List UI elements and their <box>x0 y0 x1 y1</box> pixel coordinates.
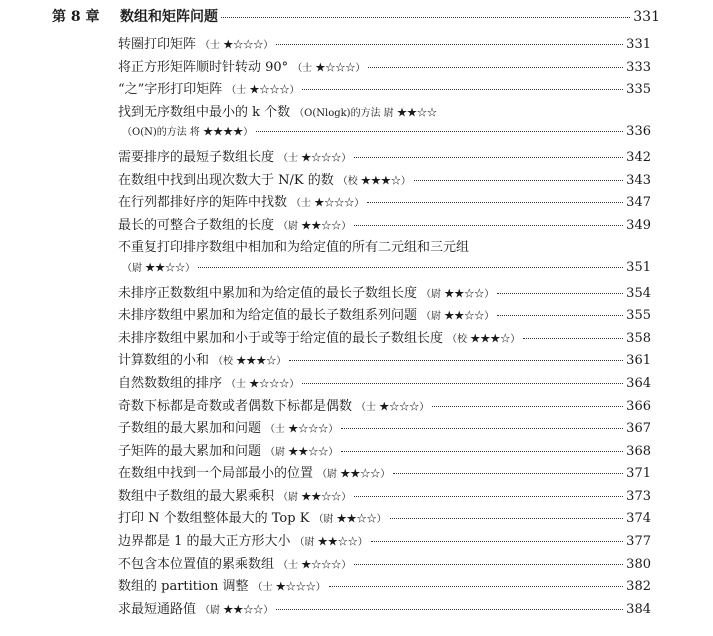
entry-title: 在数组中找到一个局部最小的位置 <box>118 466 314 482</box>
entry-page: 343 <box>626 172 651 188</box>
entry-rating: （校 ★★★☆） <box>337 175 411 187</box>
entry-rating: （士 ★☆☆☆） <box>226 378 300 390</box>
entry-page: 382 <box>626 579 651 595</box>
dot-leader <box>341 451 623 452</box>
chapter-title: 数组和矩阵问题 <box>120 9 218 25</box>
entry-title: 找到无序数组中最小的 k 个数 <box>118 104 291 120</box>
entry-title: 边界都是 1 的最大正方形大小 <box>118 534 291 550</box>
entry-page: 355 <box>626 308 651 324</box>
entry-rating: （尉 ★★☆☆） <box>421 288 495 300</box>
entry-rating: （尉 ★★☆☆） <box>294 537 368 549</box>
entry-rating: （尉 ★★☆☆） <box>421 311 495 323</box>
entry-page: 336 <box>626 124 651 140</box>
toc-entry <box>118 56 651 79</box>
dot-leader <box>276 609 623 610</box>
dot-leader <box>390 518 624 519</box>
entry-title: 奇数下标都是奇数或者偶数下标都是偶数 <box>118 398 353 414</box>
entry-title: 子数组的最大累加和问题 <box>118 421 262 437</box>
entry-rating: （尉 ★★☆☆） <box>278 220 352 232</box>
dot-leader <box>341 428 623 429</box>
dot-leader <box>329 586 623 587</box>
toc-entry <box>118 462 651 485</box>
toc-entry <box>118 169 651 192</box>
toc-entry <box>118 417 651 440</box>
dot-leader <box>354 496 623 497</box>
entry-rating: （士 ★☆☆☆） <box>278 559 352 571</box>
dot-leader <box>367 202 623 203</box>
entry-rating: （尉 ★★☆☆） <box>265 446 339 458</box>
toc-entry <box>118 575 651 598</box>
toc-entry <box>118 507 651 530</box>
chapter-heading <box>52 6 660 30</box>
entry-title: 数组的 partition 调整 <box>118 579 249 595</box>
entry-page: 358 <box>626 330 651 346</box>
dot-leader <box>354 564 623 565</box>
dot-leader <box>256 131 623 132</box>
entry-rating: （士 ★☆☆☆） <box>356 401 430 413</box>
toc-entry <box>118 372 651 395</box>
dot-leader <box>368 67 623 68</box>
toc-entry-list <box>118 33 651 620</box>
entry-title: 转圈打印矩阵 <box>118 37 197 52</box>
entry-page: 384 <box>626 601 651 617</box>
toc-entry <box>118 349 651 372</box>
dot-leader <box>497 315 623 316</box>
entry-page: 373 <box>626 488 651 504</box>
toc-entry <box>118 598 651 621</box>
entry-page: 342 <box>626 149 651 165</box>
dot-leader <box>432 406 623 407</box>
entry-title: 数组中子数组的最大累乘积 <box>118 488 275 504</box>
entry-page: 335 <box>626 82 651 98</box>
dot-leader <box>289 360 623 361</box>
entry-page: 354 <box>626 285 651 301</box>
toc-entry <box>118 553 651 576</box>
dot-leader <box>354 157 623 158</box>
toc-entry <box>118 191 651 214</box>
dot-leader <box>371 541 623 542</box>
entry-page: 361 <box>626 353 651 369</box>
entry-title: 在数组中找到出现次数大于 N/K 的数 <box>118 172 334 188</box>
entry-page: 371 <box>626 466 651 482</box>
toc-entry <box>118 485 651 508</box>
toc-entry <box>118 214 651 237</box>
entry-rating: （尉 ★★☆☆） <box>122 262 196 274</box>
entry-rating: （尉 ★★☆☆） <box>317 469 391 481</box>
toc-entry <box>118 327 651 350</box>
toc-entry <box>118 236 651 259</box>
toc-entry <box>118 282 651 305</box>
entry-page: 374 <box>626 511 651 527</box>
entry-title: “之”字形打印矩阵 <box>118 82 223 98</box>
dot-leader <box>523 338 623 339</box>
entry-page: 364 <box>626 375 651 391</box>
dot-leader <box>302 383 623 384</box>
entry-rating: （士 ★☆☆☆） <box>278 152 352 164</box>
entry-title: 自然数数组的排序 <box>118 375 223 391</box>
entry-page: 377 <box>626 534 651 550</box>
entry-title: 未排序数组中累加和为给定值的最长子数组系列问题 <box>118 308 418 324</box>
entry-title: 未排序数组中累加和小于或等于给定值的最长子数组长度 <box>118 330 444 346</box>
entry-rating: （士 ★☆☆☆） <box>291 198 365 210</box>
entry-rating: （O(Nlogk)的方法 尉 ★★☆☆ <box>294 107 437 119</box>
toc-entry <box>118 101 651 124</box>
toc-entry <box>118 304 651 327</box>
toc-entry <box>118 395 651 418</box>
dot-leader <box>414 180 623 181</box>
entry-page: 347 <box>626 195 651 211</box>
entry-title: 最长的可整合子数组的长度 <box>118 217 275 233</box>
entry-page: 366 <box>626 398 651 414</box>
toc-entry <box>118 440 651 463</box>
dot-leader <box>221 17 630 18</box>
entry-page: 333 <box>626 59 651 75</box>
dot-leader <box>497 293 623 294</box>
entry-rating: （尉 ★★☆☆） <box>200 604 274 616</box>
entry-page: 367 <box>626 421 651 437</box>
toc-entry <box>118 33 651 56</box>
dot-leader <box>198 267 623 268</box>
toc-entry <box>118 123 651 146</box>
chapter-number: 第 8 章 <box>52 9 100 25</box>
toc-entry <box>118 530 651 553</box>
entry-title: 在行列都排好序的矩阵中找数 <box>118 195 288 211</box>
entry-page: 368 <box>626 443 651 459</box>
entry-page: 351 <box>626 259 651 275</box>
entry-title: 需要排序的最短子数组长度 <box>118 149 275 165</box>
entry-rating: （校 ★★★☆） <box>213 356 287 368</box>
entry-rating: （士 ★☆☆☆） <box>200 40 274 51</box>
toc-entry <box>118 78 651 101</box>
toc-entry <box>118 146 651 169</box>
toc-entry <box>118 259 651 282</box>
entry-rating: （士 ★☆☆☆） <box>292 62 366 74</box>
entry-rating: （士 ★☆☆☆） <box>252 582 326 594</box>
dot-leader <box>276 44 623 45</box>
entry-title: 求最短通路值 <box>118 601 197 617</box>
entry-title: 不重复打印排序数组中相加和为给定值的所有二元组和三元组 <box>118 240 470 256</box>
entry-title: 子矩阵的最大累加和问题 <box>118 443 262 459</box>
entry-title: 将正方形矩阵顺时针转动 90° <box>118 59 289 75</box>
entry-rating: （尉 ★★☆☆） <box>278 491 352 503</box>
entry-page: 331 <box>626 37 651 52</box>
entry-title: 计算数组的小和 <box>118 353 210 369</box>
entry-rating: （士 ★☆☆☆） <box>265 424 339 436</box>
entry-rating: （士 ★☆☆☆） <box>226 85 300 97</box>
dot-leader <box>354 225 623 226</box>
entry-page: 380 <box>626 556 651 572</box>
entry-rating: （尉 ★★☆☆） <box>313 514 387 526</box>
entry-title: 打印 N 个数组整体最大的 Top K <box>118 511 310 527</box>
entry-title: 未排序正数数组中累加和为给定值的最长子数组长度 <box>118 285 418 301</box>
dot-leader <box>393 473 623 474</box>
entry-rating: （校 ★★★☆） <box>447 333 521 345</box>
dot-leader <box>302 89 623 90</box>
chapter-page: 331 <box>633 9 660 25</box>
entry-title: 不包含本位置值的累乘数组 <box>118 556 275 572</box>
entry-page: 349 <box>626 217 651 233</box>
entry-rating: （O(N)的方法 将 ★★★★） <box>122 127 254 139</box>
